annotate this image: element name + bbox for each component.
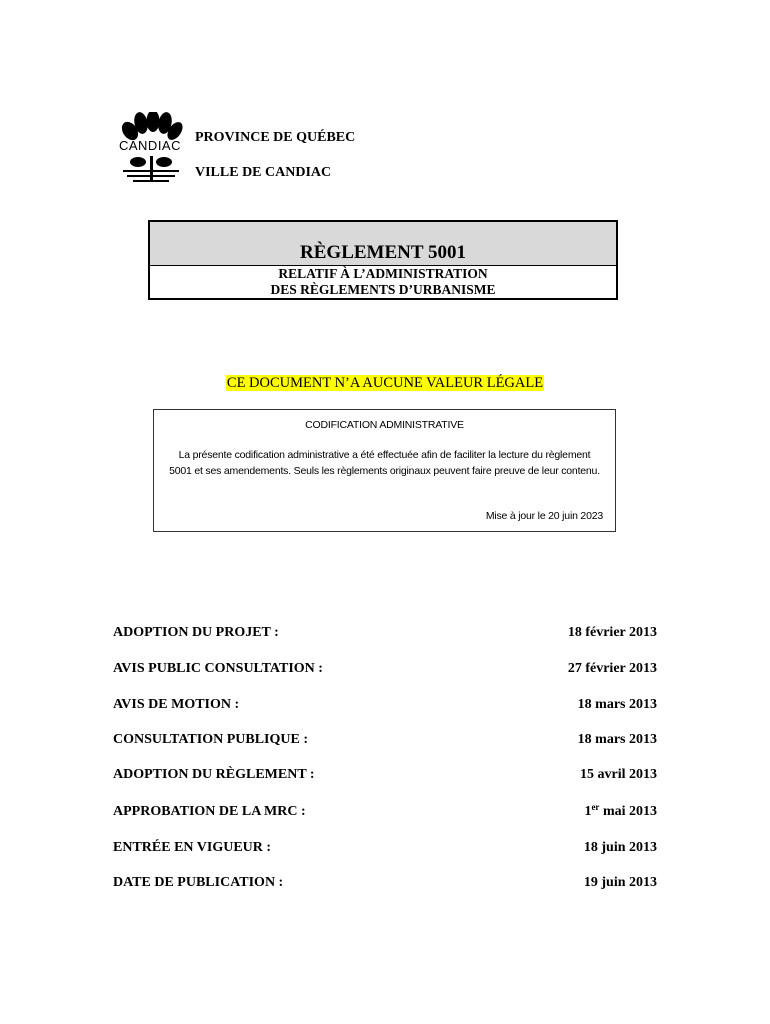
schedule-row <box>113 659 657 679</box>
schedule-label: ENTRÉE EN VIGUEUR : <box>113 840 272 855</box>
city-heading: VILLE DE CANDIAC <box>195 165 332 180</box>
schedule-label: CONSULTATION PUBLIQUE : <box>113 732 309 747</box>
codification-box <box>153 409 616 532</box>
title-box <box>148 220 618 300</box>
schedule-date: 15 avril 2013 <box>580 767 657 782</box>
candiac-logo <box>117 112 183 186</box>
regulation-subtitle-line-2: DES RÈGLEMENTS D’URBANISME <box>270 282 496 297</box>
regulation-subtitle-line-1: RELATIF À L’ADMINISTRATION <box>278 266 488 281</box>
schedule-row <box>113 695 657 715</box>
schedule-date: 18 février 2013 <box>567 625 657 640</box>
schedule-date: 18 mars 2013 <box>577 697 657 712</box>
schedule-row <box>113 730 657 750</box>
schedule-row <box>113 838 657 858</box>
codification-body: La présente codification administrative a été effectuée afin de faciliter la lecture du règlement 5001 et ses amendements. Seuls les règlements originaux peuvent faire preuve de leur contenu. <box>169 449 600 477</box>
schedule-row <box>113 802 657 822</box>
schedule-date-ordinal: er <box>591 802 600 812</box>
schedule-label: DATE DE PUBLICATION : <box>113 875 284 890</box>
schedule-label: AVIS DE MOTION : <box>113 697 240 712</box>
province-heading: PROVINCE DE QUÉBEC <box>195 130 356 145</box>
codification-update-date: Mise à jour le 20 juin 2023 <box>485 510 603 522</box>
codification-heading: CODIFICATION ADMINISTRATIVE <box>305 419 464 431</box>
schedule-row <box>113 623 657 643</box>
schedule-label: AVIS PUBLIC CONSULTATION : <box>113 661 323 676</box>
schedule-date: 18 juin 2013 <box>583 840 657 855</box>
schedule-label: ADOPTION DU PROJET : <box>113 625 279 640</box>
schedule-row <box>113 873 657 893</box>
logo-wordmark: CANDIAC <box>118 138 181 153</box>
schedule-date: 27 février 2013 <box>567 661 657 676</box>
schedule-date <box>584 802 657 822</box>
schedule-date-rest: mai 2013 <box>602 804 657 819</box>
schedule-label: APPROBATION DE LA MRC : <box>113 804 306 819</box>
legal-warning <box>0 374 770 392</box>
legal-warning-text: CE DOCUMENT N’A AUCUNE VALEUR LÉGALE <box>226 375 544 391</box>
regulation-title: RÈGLEMENT 5001 <box>150 222 616 266</box>
schedule-date: 18 mars 2013 <box>577 732 657 747</box>
schedule-label: ADOPTION DU RÈGLEMENT : <box>113 767 315 782</box>
schedule-date-day: 1 <box>584 804 592 819</box>
schedule-date: 19 juin 2013 <box>583 875 657 890</box>
schedule-row <box>113 765 657 785</box>
